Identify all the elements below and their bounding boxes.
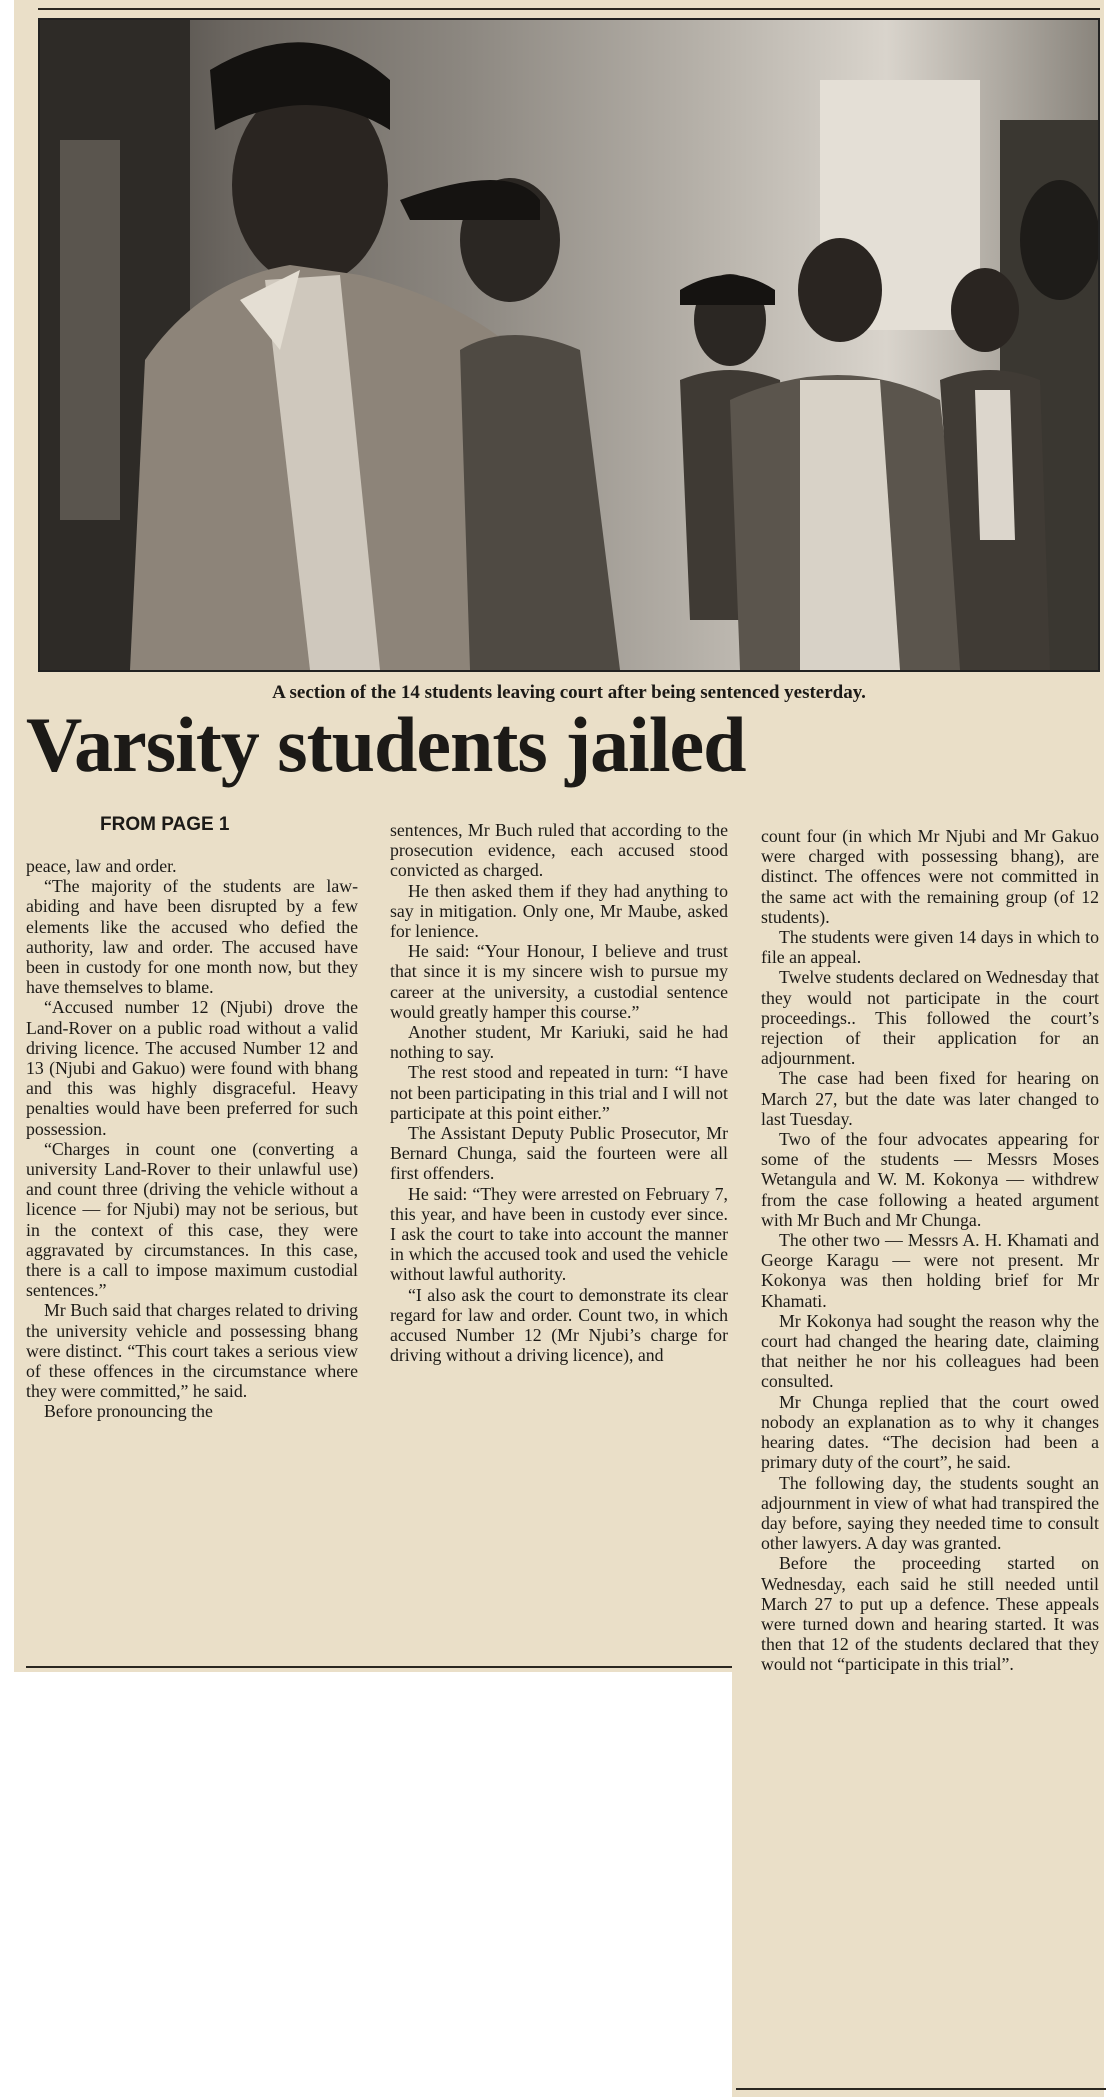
- paragraph: The other two — Messrs A. H. Khamati and George Karagu — were not present. Mr Kokonya was then holding brief for Mr Khamati.: [761, 1230, 1099, 1311]
- article-column-2: [390, 820, 728, 1365]
- paragraph: He said: “They were arrested on February 7, this year, and have been in custody ever since. I ask the court to take into account the manner in which the accused took and used the vehicle without lawful authority.: [390, 1183, 728, 1285]
- photo-illustration: [40, 20, 1098, 670]
- paragraph: He said: “Your Honour, I believe and trust that since it is my sincere wish to pursue my career at the university, a custodial sentence would greatly hamper this course.”: [390, 941, 728, 1022]
- continued-from-label: FROM PAGE 1: [100, 814, 230, 835]
- end-rule: [736, 2088, 1106, 2090]
- paragraph: peace, law and order.: [26, 856, 177, 876]
- paragraph: Before the proceeding started on Wednesday, each said he still needed until March 27 to put up a defence. These appeals were turned down and hearing started. It was then that 12 of the students declared that they would not “participate in this trial”.: [761, 1553, 1099, 1675]
- paragraph: The following day, the students sought an adjournment in view of what had transpired the day before, saying they needed time to consult other lawyers. A day was granted.: [761, 1472, 1099, 1554]
- paragraph: Mr Kokonya had sought the reason why the court had changed the hearing date, claiming that neither he nor his colleagues had been consulted.: [761, 1310, 1099, 1392]
- article-column-3: [761, 826, 1099, 1675]
- article-column-1: [26, 856, 358, 1422]
- photo-caption: A section of the 14 students leaving court after being sentenced yesterday.: [272, 682, 866, 703]
- paragraph: “Charges in count one (converting a university Land-Rover to their unlawful use) and count three (driving the vehicle without a licence — for Njubi) may not be serious, but in the context of this case, they were aggravated by circumstances. In this case, there is a call to impose maximum custodial sentences.”: [26, 1138, 358, 1301]
- paragraph: Before pronouncing the: [44, 1401, 213, 1422]
- paragraph: Mr Chunga replied that the court owed nobody an explanation as to why it changes hearing dates. “The decision had been a primary duty of the court”, he said.: [761, 1391, 1099, 1473]
- news-photo: [38, 18, 1100, 672]
- paragraph: “Accused number 12 (Njubi) drove the Land-Rover on a public road without a valid driving licence. The accused Number 12 and 13 (Njubi and Gakuo) were found with bhang and this was highly disgraceful. Heavy penalties would have been preferred for such possession.: [26, 997, 358, 1139]
- bottom-rule: [26, 1666, 732, 1668]
- paragraph: count four (in which Mr Njubi and Mr Gakuo were charged with possessing bhang), are distinct. The offences were not committed in the same act with the remaining group (of 12 students).: [761, 826, 1099, 927]
- paragraph: “I also ask the court to demonstrate its clear regard for law and order. Count two, in which accused Number 12 (Mr Njubi’s charge for driving without a driving licence), and: [390, 1284, 728, 1366]
- newspaper-clipping-tail: [732, 1660, 1104, 2097]
- paragraph: sentences, Mr Buch ruled that according to the prosecution evidence, each accused stood convicted as charged.: [390, 820, 728, 881]
- paragraph: The Assistant Deputy Public Prosecutor, Mr Bernard Chunga, said the fourteen were all first offenders.: [390, 1123, 728, 1184]
- top-rule: [38, 8, 1100, 10]
- headline: Varsity students jailed: [26, 701, 746, 788]
- paragraph: The case had been fixed for hearing on March 27, but the date was later changed to last Tuesday.: [761, 1068, 1099, 1129]
- paragraph: Mr Buch said that charges related to driving the university vehicle and possessing bhang were distinct. “This court takes a serious view of these offences in the circumstance where they were committed,” he said.: [26, 1300, 358, 1402]
- paragraph: The students were given 14 days in which to file an appeal.: [761, 927, 1099, 968]
- paragraph: Another student, Mr Kariuki, said he had nothing to say.: [390, 1022, 728, 1063]
- paragraph: “The majority of the students are law-abiding and have been disrupted by a few elements like the accused who defied the authority, law and order. The accused have been in custody for one month now, but they have themselves to blame.: [26, 876, 358, 998]
- paragraph: The rest stood and repeated in turn: “I have not been participating in this trial and I will not participate at this point either.”: [390, 1062, 728, 1123]
- paragraph: Twelve students declared on Wednesday that they would not participate in the court proceedings.. This followed the court’s rejection of their application for an adjournment.: [761, 967, 1099, 1069]
- paragraph: Two of the four advocates appearing for some of the students — Messrs Moses Wetangula and W. M. Kokonya — withdrew from the case following a heated argument with Mr Buch and Mr Chunga.: [761, 1129, 1099, 1230]
- paragraph: He then asked them if they had anything to say in mitigation. Only one, Mr Maube, asked for lenience.: [390, 880, 728, 942]
